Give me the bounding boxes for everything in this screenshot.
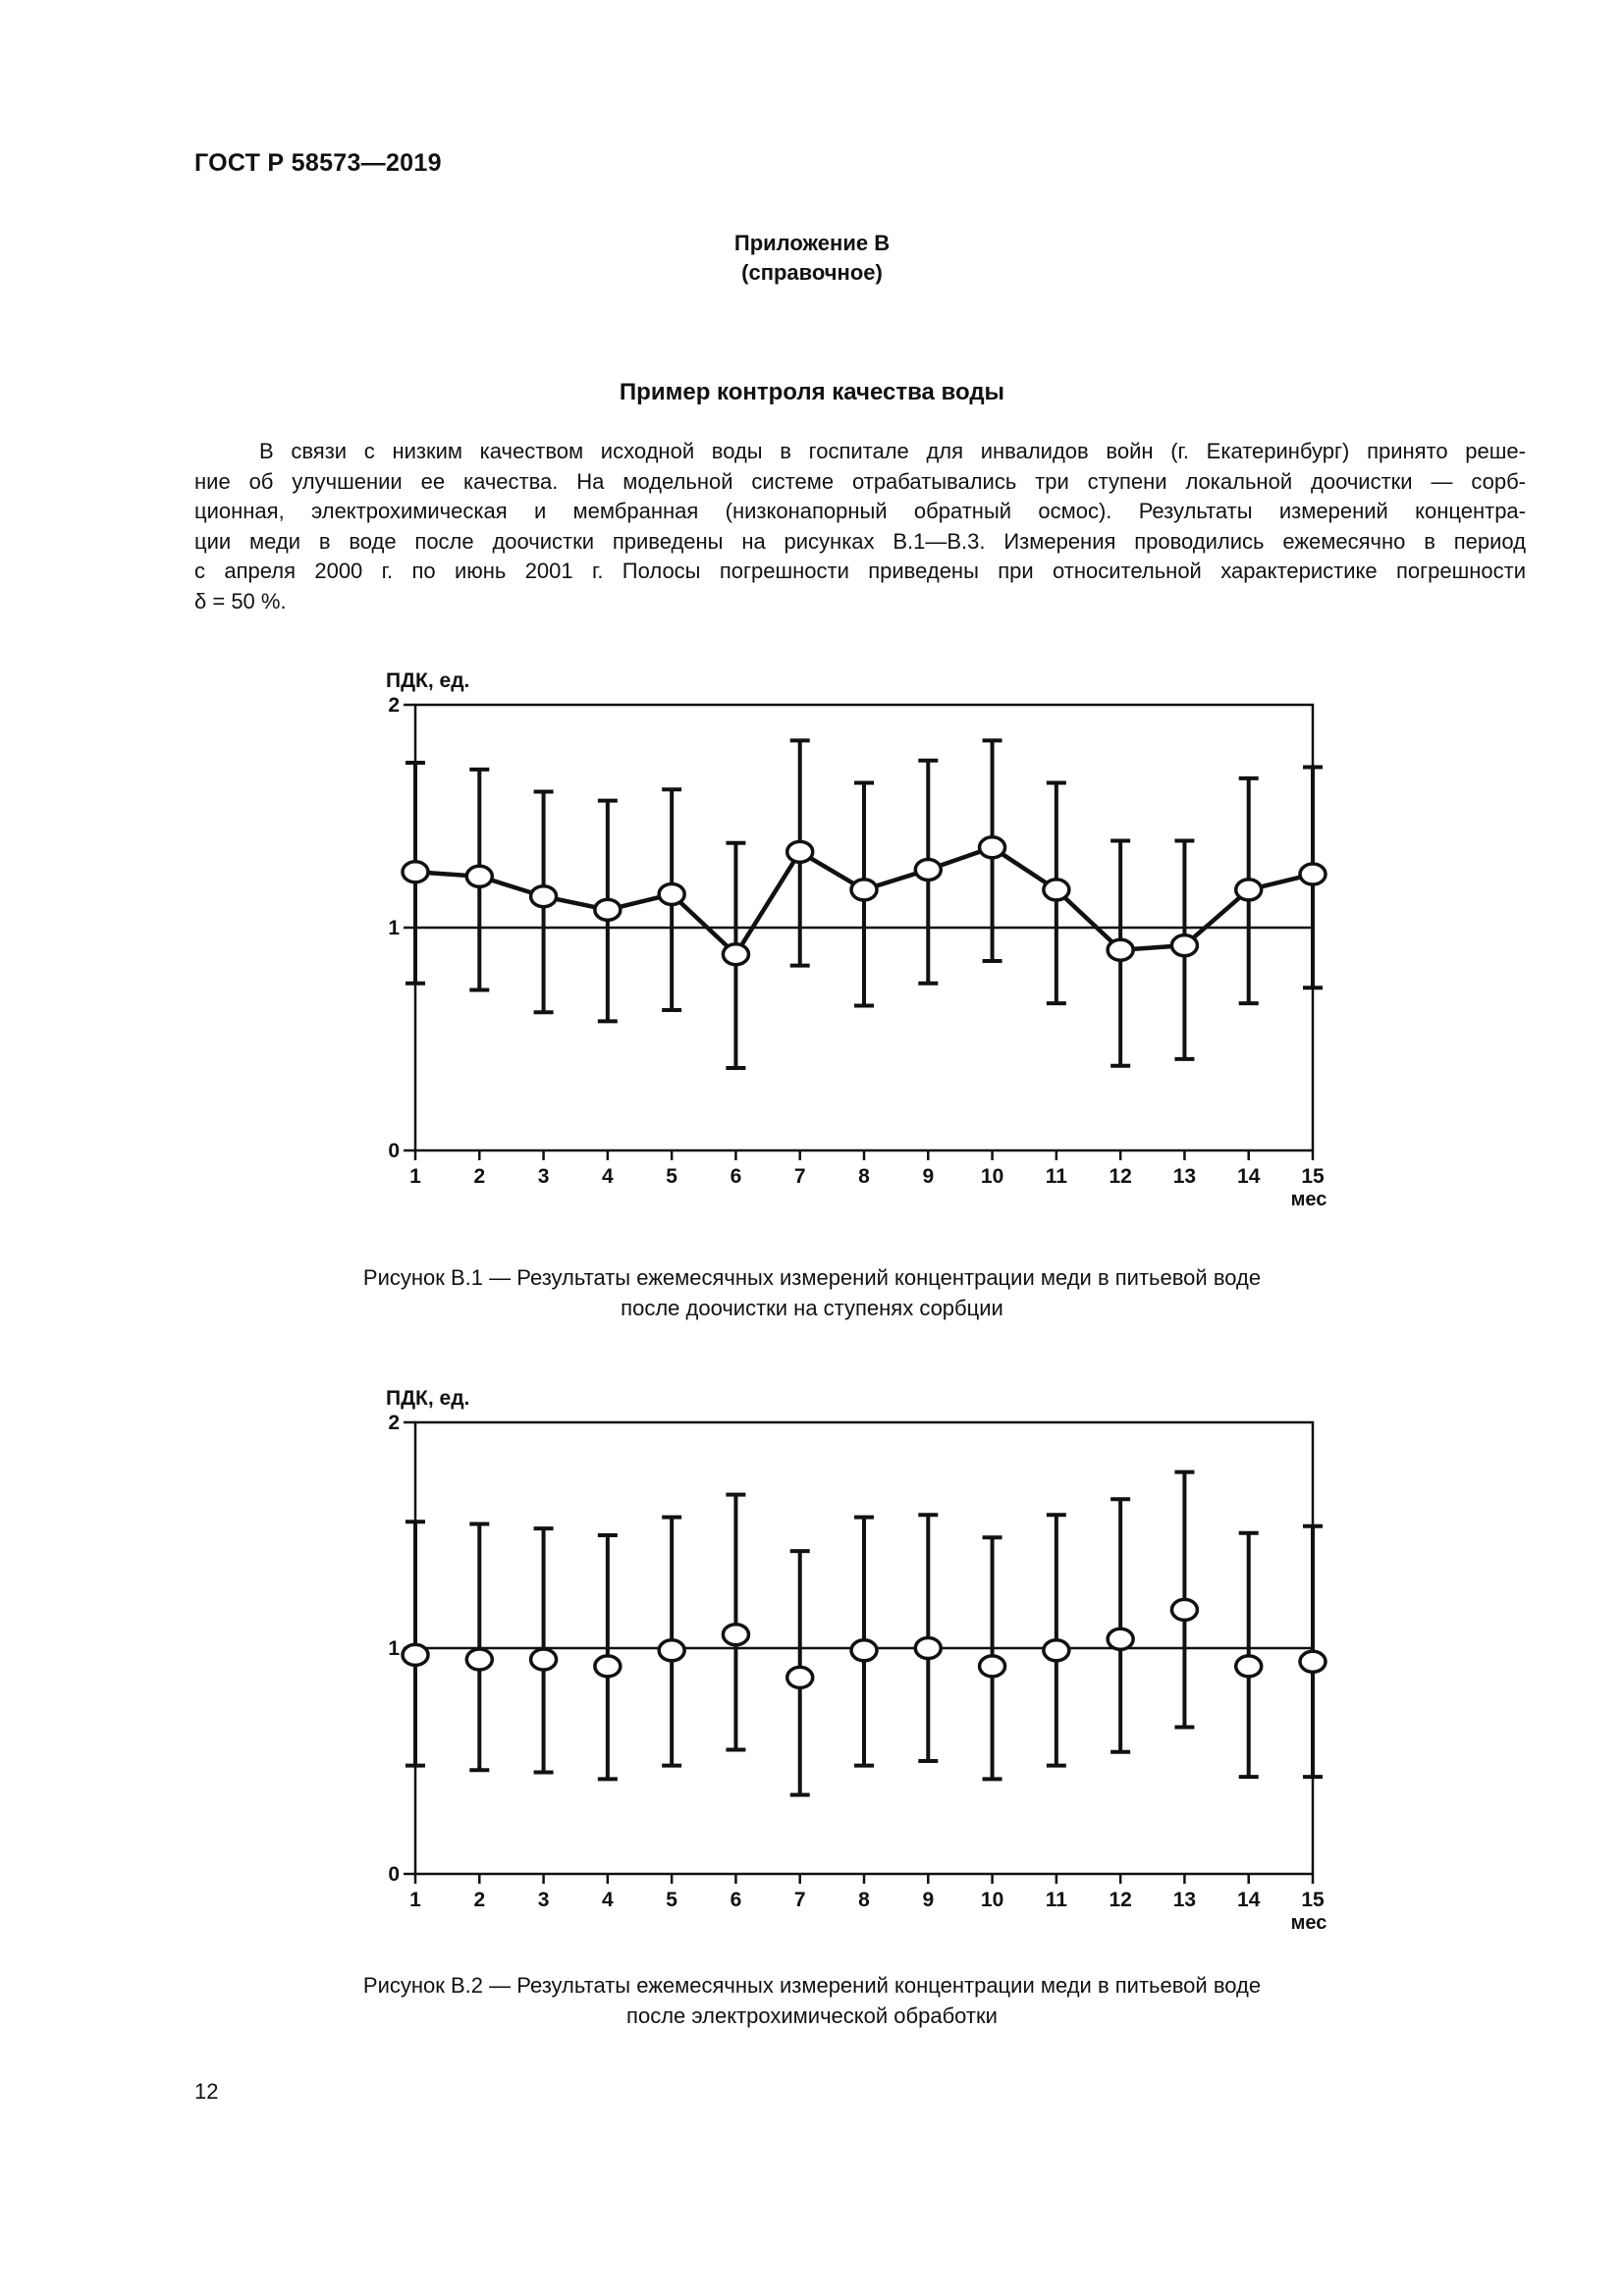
x-tick-label: 6 — [730, 1889, 742, 1911]
caption-line: Рисунок В.2 — Результаты ежемесячных измерений концентрации меди в питьевой воде — [362, 1973, 1262, 1998]
y-tick-label: 0 — [388, 1140, 400, 1162]
x-tick-label: 1 — [409, 1165, 421, 1188]
data-point — [980, 1656, 1005, 1677]
x-tick-label: 12 — [1109, 1165, 1132, 1188]
y-tick-label: 1 — [388, 1637, 400, 1660]
x-tick-label: 8 — [858, 1889, 870, 1911]
x-tick-label: 3 — [537, 1165, 550, 1188]
y-tick-label: 1 — [388, 917, 400, 939]
x-tick-label: 9 — [922, 1889, 935, 1911]
data-point — [659, 1640, 684, 1661]
data-point — [531, 1649, 557, 1670]
data-point — [1108, 1629, 1133, 1649]
x-tick-label: 5 — [666, 1889, 677, 1911]
x-tick-label: 8 — [858, 1165, 870, 1188]
data-point — [787, 1667, 813, 1687]
data-point — [595, 1656, 621, 1677]
appendix-title: Приложение В — [733, 231, 891, 255]
data-point — [1171, 1599, 1197, 1620]
x-tick-label: 13 — [1172, 1889, 1197, 1911]
data-point — [723, 1625, 748, 1645]
x-tick-label: 6 — [730, 1165, 742, 1188]
x-tick-label: 14 — [1237, 1889, 1261, 1911]
caption-line: после электрохимической обработки — [626, 2003, 998, 2028]
x-tick-label: 4 — [602, 1165, 614, 1188]
x-tick-label: 10 — [980, 1165, 1004, 1188]
paragraph-line: ние об улучшении ее качества. На модельной системе отрабатывались три ступени локальной доочистки — сорб- — [194, 468, 1526, 494]
paragraph-line: ции меди в воде после доочистки приведены на рисунках В.1—В.3. Измерения проводились ежемесячно в период — [194, 528, 1526, 554]
x-tick-label: 15 — [1301, 1889, 1325, 1911]
paragraph-line: ционная, электрохимическая и мембранная (низконапорный обратный осмос). Результаты измерений концентра- — [194, 499, 1526, 523]
section-title: Пример контроля качества воды — [619, 379, 1005, 405]
data-point — [1044, 1640, 1069, 1661]
x-tick-label: 15 — [1301, 1165, 1325, 1188]
page-number: 12 — [194, 2079, 219, 2104]
x-tick-label: 11 — [1045, 1165, 1067, 1188]
x-tick-label: 5 — [666, 1165, 677, 1188]
x-tick-label: 7 — [793, 1165, 806, 1188]
x-tick-label: 3 — [537, 1889, 550, 1911]
x-tick-label: 9 — [922, 1165, 935, 1188]
data-point — [915, 1638, 941, 1659]
data-point — [1236, 1656, 1262, 1677]
x-tick-label: 13 — [1172, 1165, 1197, 1188]
caption-line: после доочистки на ступенях сорбции — [621, 1296, 1003, 1320]
caption-line: Рисунок В.1 — Результаты ежемесячных измерений концентрации меди в питьевой воде — [362, 1265, 1262, 1290]
x-tick-label: 2 — [473, 1165, 486, 1188]
y-axis-label: ПДК, ед. — [386, 669, 470, 692]
data-point — [466, 1649, 492, 1670]
y-tick-label: 2 — [388, 1412, 400, 1434]
x-tick-label: 10 — [980, 1889, 1004, 1911]
x-axis-label: мес — [1290, 1912, 1327, 1934]
paragraph-line: с апреля 2000 г. по июнь 2001 г. Полосы погрешности приведены при относительной характеристике погрешности — [194, 559, 1526, 583]
paragraph-line: В связи с низким качеством исходной воды в госпитале для инвалидов войн (г. Екатеринбург) принято реше- — [259, 439, 1526, 463]
figure-b2-caption — [0, 1970, 1624, 2031]
x-tick-label: 7 — [793, 1889, 806, 1911]
y-tick-label: 2 — [388, 694, 400, 717]
data-point — [851, 1640, 877, 1661]
x-tick-label: 2 — [473, 1889, 486, 1911]
data-point — [1300, 1651, 1326, 1672]
document-code: ГОСТ Р 58573—2019 — [194, 149, 442, 177]
x-tick-label: 1 — [409, 1889, 421, 1911]
x-tick-label: 14 — [1237, 1165, 1261, 1188]
x-tick-label: 11 — [1045, 1889, 1067, 1911]
y-axis-label: ПДК, ед. — [386, 1387, 470, 1410]
y-tick-label: 0 — [388, 1863, 400, 1886]
data-point — [403, 1644, 428, 1665]
appendix-subtitle: (справочное) — [741, 260, 883, 285]
x-tick-label: 4 — [602, 1889, 614, 1911]
x-tick-label: 12 — [1109, 1889, 1132, 1911]
paragraph-line: δ = 50 %. — [194, 588, 287, 614]
x-axis-label: мес — [1290, 1189, 1327, 1210]
